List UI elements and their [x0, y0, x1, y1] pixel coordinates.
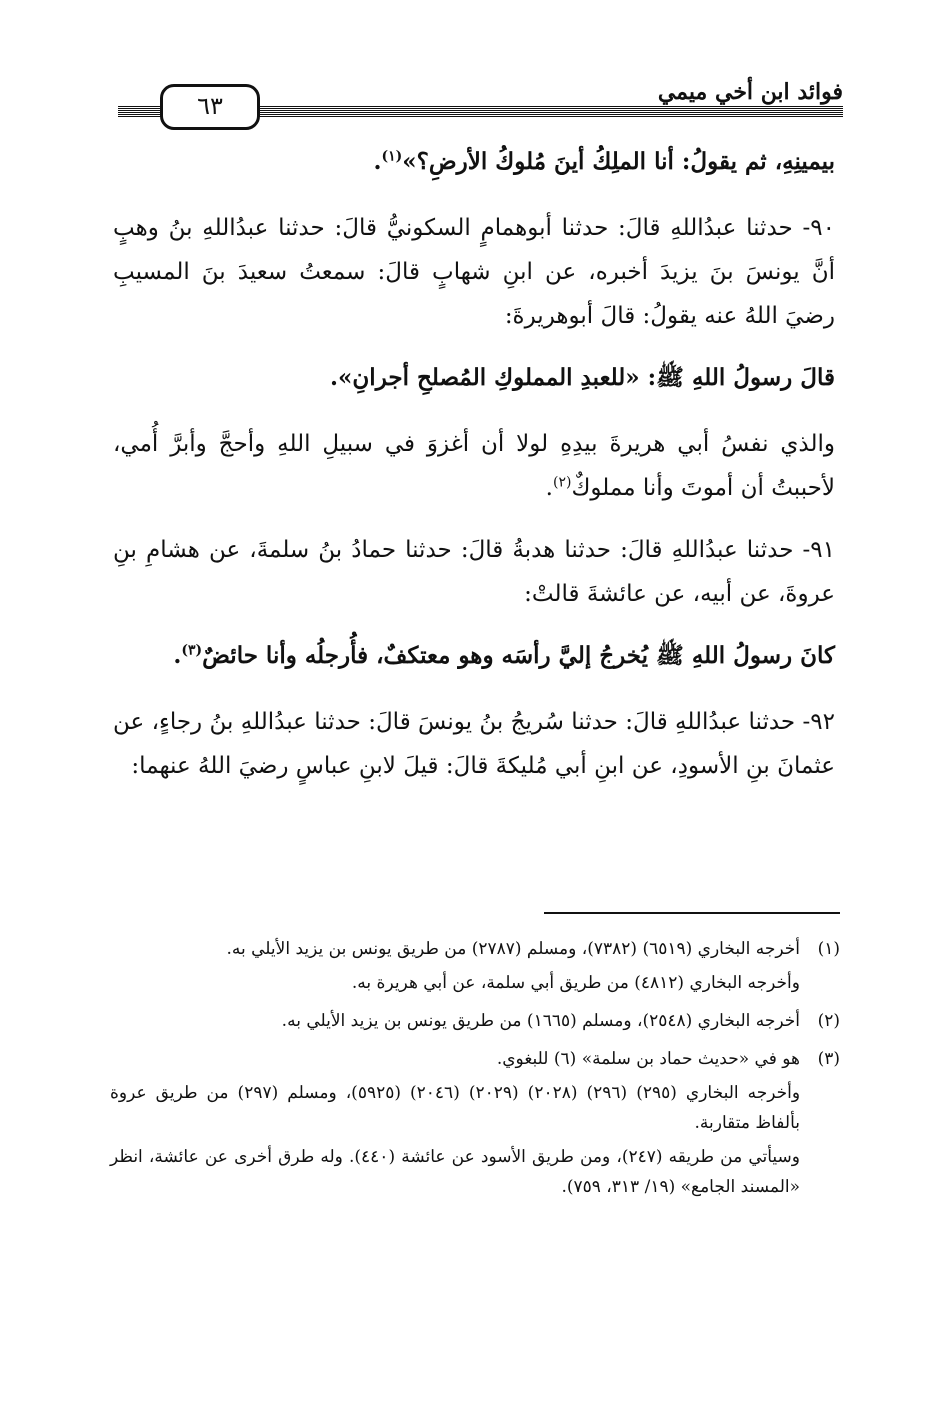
footnote-text: وأخرجه البخاري (٢٩٥) (٢٩٦) (٢٠٢٨) (٢٠٢٩) (٢٠٤٦) (٥٩٢٥)، ومسلم (٢٩٧) من طريق عروة بألفاظ متقاربة.	[110, 1083, 801, 1133]
hadith-92-isnad	[113, 700, 835, 788]
hadith-90-comment: والذي نفسُ أبي هريرةَ بيدِهِ لولا أن أغزوَ في سبيلِ اللهِ وأحجَّ وأبرَّ أُمي، لأحببتُ أن أموتَ وأنا مملوكٌ$^{(٢)}$.	[113, 431, 835, 501]
book-title: فوائد ابن أخي ميمي	[652, 78, 843, 106]
footnote-ref-3: (٣)	[181, 642, 203, 659]
hadith-91-isnad	[113, 528, 835, 616]
footnote-mark: (١)	[817, 939, 840, 959]
paragraph-text: ٩٠- حدثنا عبدُاللهِ قالَ: حدثنا أبوهمامٍ السكونيُّ قالَ: حدثنا عبدُاللهِ بنُ وهبٍ أنَّ يونسَ بنَ يزيدَ أخبره، عن ابنِ شهابٍ قالَ: سمعتُ سعيدَ بنَ المسيبِ رضيَ اللهُ عنه يقولُ: قالَ أبوهريرةَ:	[113, 215, 835, 329]
hadith-90-isnad	[113, 206, 835, 338]
footnote-separator	[544, 912, 840, 914]
paragraph-text: قالَ رسولُ اللهِ ﷺ: «للعبدِ المملوكِ المُصلحِ أجرانِ».	[330, 364, 835, 391]
footnote-2	[110, 1006, 840, 1040]
paragraph-text: ٩٢- حدثنا عبدُاللهِ قالَ: حدثنا سُريجُ بنُ يونسَ قالَ: حدثنا عبدُاللهِ بنُ رجاءٍ، عن عثمانَ بنِ الأسودِ، عن ابنِ أبي مُليكةَ قالَ: قيلَ لابنِ عباسٍ رضيَ اللهُ عنهما:	[113, 709, 835, 779]
page-number: ٦٣	[160, 84, 260, 130]
footnote-mark: (٣)	[817, 1049, 840, 1069]
paragraph-text: بيمينِهِ، ثم يقولُ: أنا الملِكُ أينَ مُلوكُ الأرضِ؟»	[402, 148, 835, 175]
footnote-ref-1: (١)	[381, 148, 403, 165]
footnotes	[110, 934, 840, 1210]
paragraph-continuation: بيمينِهِ، ثم يقولُ: أنا الملِكُ أينَ مُلوكُ الأرضِ؟»$^{(١)}$.	[373, 148, 835, 175]
paragraph-text: ٩١- حدثنا عبدُاللهِ قالَ: حدثنا هدبةُ قالَ: حدثنا حمادُ بنُ سلمةَ، عن هشامِ بنِ عروةَ، عن أبيه، عن عائشةَ قالتْ:	[113, 537, 835, 607]
paragraph-text: والذي نفسُ أبي هريرةَ بيدِهِ لولا أن أغزوَ في سبيلِ اللهِ وأحجَّ وأبرَّ أُمي، لأحببتُ أن أموتَ وأنا مملوكٌ	[113, 431, 835, 501]
footnote-text: وسيأتي من طريقه (٢٤٧)، ومن طريق الأسود عن عائشة (٤٤٠). وله طرق أخرى عن عائشة، انظر «المسند الجامع» (١٩/ ٣١٣، ٧٥٩).	[110, 1147, 800, 1197]
footnote-1	[110, 934, 840, 1002]
footnote-text: وأخرجه البخاري (٤٨١٢) من طريق أبي سلمة، عن أبي هريرة به.	[351, 973, 800, 993]
main-text	[113, 140, 835, 806]
paragraph-text: كانَ رسولُ اللهِ ﷺ يُخرجُ إليَّ رأسَه وهو معتكفٌ، فأُرجلُه وأنا حائضٌ	[202, 642, 835, 669]
hadith-90-matn	[113, 356, 835, 400]
footnote-3	[110, 1044, 840, 1206]
hadith-91-matn: كانَ رسولُ اللهِ ﷺ يُخرجُ إليَّ رأسَه وهو معتكفٌ، فأُرجلُه وأنا حائضٌ$^{(٣)}$.	[173, 642, 835, 669]
footnote-text: أخرجه البخاري (٦٥١٩) (٧٣٨٢)، ومسلم (٢٧٨٧) من طريق يونس بن يزيد الأيلي به.	[226, 939, 800, 959]
footnote-text: هو في «حديث حماد بن سلمة» (٦) للبغوي.	[496, 1049, 800, 1069]
footnote-ref-2: (٢)	[552, 474, 572, 491]
footnote-mark: (٢)	[817, 1011, 840, 1031]
footnote-text: أخرجه البخاري (٢٥٤٨)، ومسلم (١٦٦٥) من طريق يونس بن يزيد الأيلي به.	[281, 1011, 800, 1031]
running-header	[118, 78, 843, 130]
